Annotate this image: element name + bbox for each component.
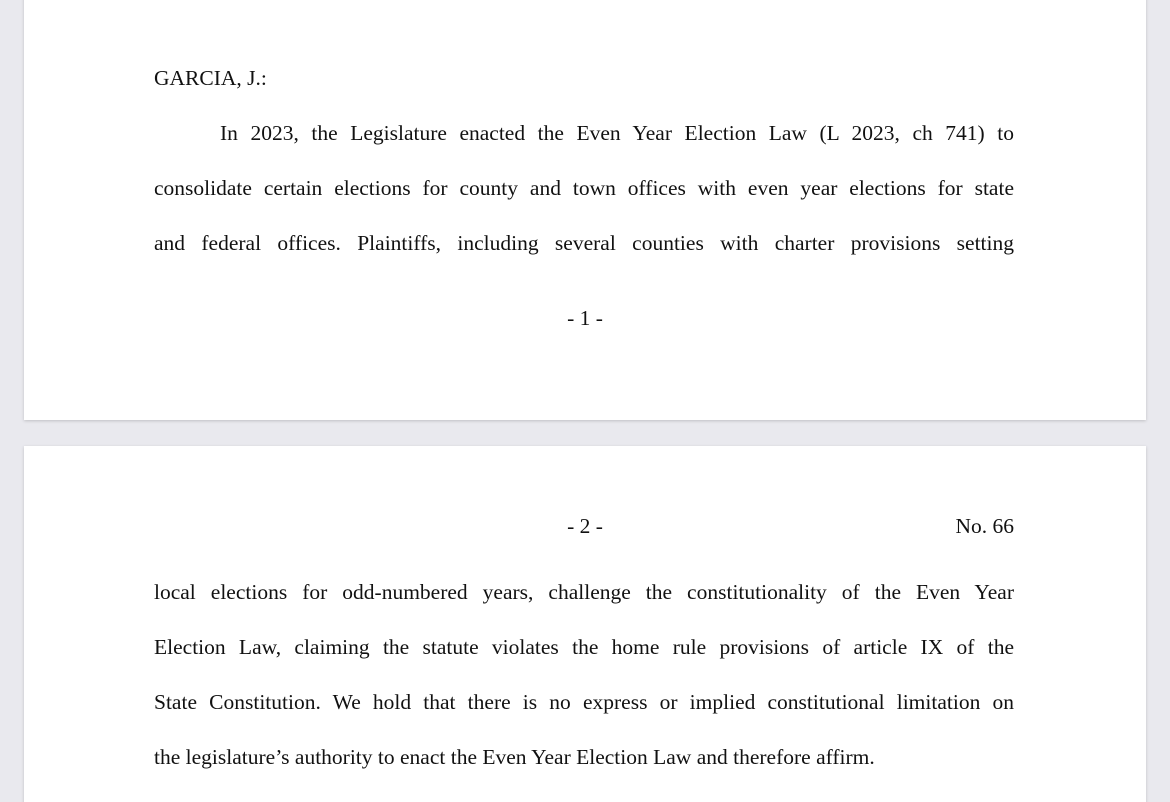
paragraph-line: and federal offices. Plaintiffs, including several counties with charter provisions setting	[154, 231, 1014, 255]
paragraph-line: the legislature’s authority to enact the Even Year Election Law and therefore affirm.	[154, 745, 875, 769]
paragraph-line: State Constitution. We hold that there is no express or implied constitutional limitation on	[154, 690, 1014, 714]
paragraph-line: Election Law, claiming the statute violates the home rule provisions of article IX of the	[154, 635, 1014, 659]
page-number: - 1 -	[567, 306, 603, 330]
paragraph-line: local elections for odd-numbered years, challenge the constitutionality of the Even Year	[154, 580, 1014, 604]
page-number: - 2 -	[567, 514, 603, 538]
docket-number: No. 66	[955, 514, 1014, 538]
paragraph-line: consolidate certain elections for county and town offices with even year elections for state	[154, 176, 1014, 200]
author-heading: GARCIA, J.:	[154, 66, 267, 90]
page-1	[24, 0, 1146, 420]
paragraph-line: In 2023, the Legislature enacted the Even Year Election Law (L 2023, ch 741) to	[220, 121, 1014, 145]
page-2	[24, 446, 1146, 802]
